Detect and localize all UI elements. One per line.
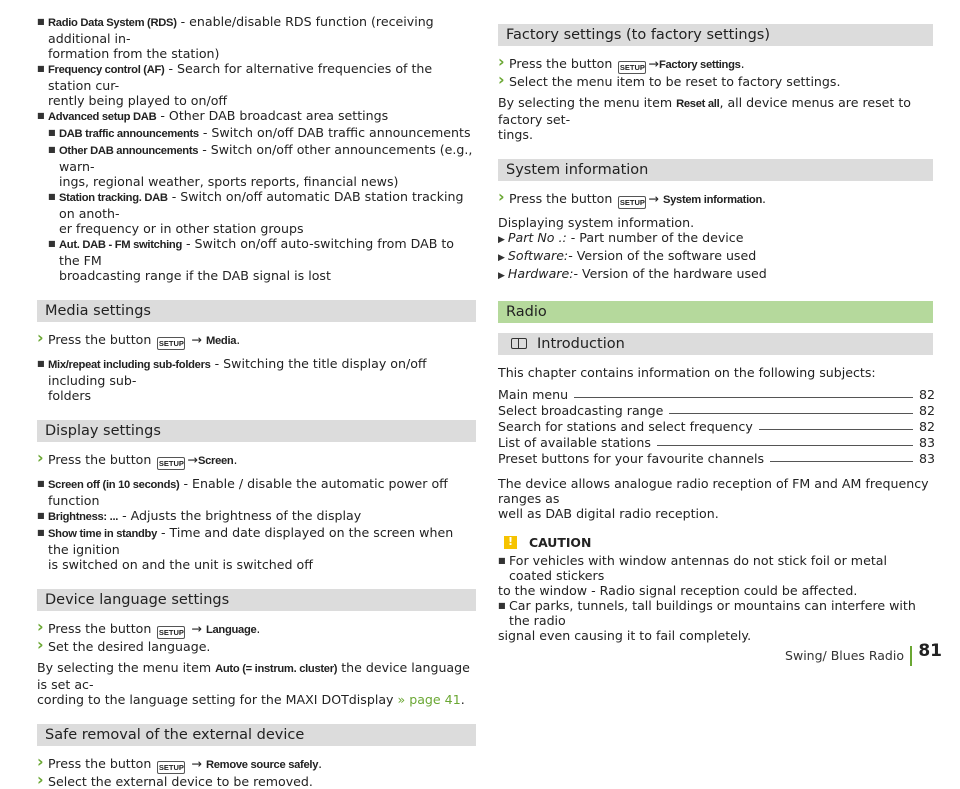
toc-row[interactable] (498, 450, 936, 466)
term-aut-dab: Aut. DAB - FM switching (59, 239, 182, 251)
toc-label: Search for stations and select frequency (498, 419, 753, 434)
bullet-aut-dab (48, 236, 476, 268)
menu-system-information: System information (662, 194, 762, 206)
system-item-label: Software: (507, 248, 569, 263)
heading-safe-removal: Safe removal of the external device (37, 724, 476, 746)
para-language-pre: By selecting the menu item (37, 660, 216, 675)
para-factory-post: , all device menus are reset to factory set- (498, 95, 911, 127)
toc-row[interactable] (498, 402, 936, 418)
bullet-station-tracking (48, 189, 476, 221)
page-footer (785, 641, 942, 666)
heading-introduction (498, 333, 933, 355)
triangle-bullet-icon: ▶ (498, 235, 505, 245)
book-icon (511, 338, 527, 349)
heading-media-settings: Media settings (37, 300, 476, 322)
step-factory-pre: Press the button (509, 56, 613, 71)
term-screen-off: Screen off (in 10 seconds) (48, 479, 180, 491)
system-item-label: Part No .: (507, 230, 567, 245)
arrow-icon: → (648, 56, 659, 71)
para-language2-post: . (460, 692, 465, 707)
caution-item-1-cont: to the window - Radio signal reception could be affected. (498, 583, 858, 598)
toc-row[interactable] (498, 418, 936, 434)
toc-label: Select broadcasting range (498, 403, 664, 418)
term-station-tracking: Station tracking. DAB (59, 192, 168, 204)
step-language: › Press the button SETUP → Language. (37, 621, 476, 639)
step-language-pre: Press the button (48, 621, 152, 636)
system-item-part-no (498, 230, 933, 248)
bullet-standby-text: - Time and date displayed on the screen when the ignition (48, 525, 454, 557)
bullet-af-cont: rently being played to on/off (48, 93, 228, 108)
bullet-dab-other-cont: ings, regional weather, sports reports, financial news) (59, 174, 399, 189)
bullet-screen-off-text: - Enable / disable the automatic power off function (48, 476, 448, 508)
bullet-mix-repeat (37, 356, 476, 388)
toc-leader (574, 397, 913, 398)
bullet-dab-text: - Other DAB broadcast area settings (156, 108, 389, 123)
term-dab-traffic: DAB traffic announcements (59, 128, 199, 140)
para-system: Displaying system information. (498, 215, 695, 230)
left-column (37, 14, 476, 789)
footer-title: Swing/ Blues Radio (785, 648, 904, 663)
term-rds: Radio Data System (RDS) (48, 17, 177, 29)
bullet-brightness-text: - Adjusts the brightness of the display (118, 508, 362, 523)
para-factory (498, 95, 933, 127)
bullet-rds-cont: formation from the station) (48, 46, 220, 61)
toc-leader (657, 445, 913, 446)
arrow-icon: → (648, 191, 659, 206)
triangle-bullet-icon: ▶ (498, 271, 505, 281)
heading-factory-settings: Factory settings (to factory settings) (498, 24, 933, 46)
step-removal: › Press the button SETUP → Remove source safely. (37, 756, 476, 774)
step-display: › Press the button SETUP →Screen. (37, 452, 476, 470)
term-standby: Show time in standby (48, 528, 157, 540)
bullet-aut-dab-cont: broadcasting range if the DAB signal is lost (59, 268, 331, 283)
caution-title (498, 535, 933, 550)
step-system: › Press the button SETUP → System information. (498, 191, 933, 209)
page-41-link[interactable]: » page 41 (397, 692, 461, 707)
bullet-af (37, 61, 476, 93)
triangle-bullet-icon: ▶ (498, 253, 505, 263)
toc-row[interactable] (498, 434, 936, 450)
setup-key-icon: SETUP (158, 763, 184, 772)
toc-leader (669, 413, 913, 414)
step-factory: › Press the button SETUP →Factory settings. (498, 56, 933, 74)
system-item-text: - Part number of the device (566, 230, 744, 245)
setup-key-icon: SETUP (158, 628, 184, 637)
caution-item-2-cont: signal even causing it to fail completely. (498, 628, 752, 643)
toc-page: 82 (919, 387, 936, 402)
menu-remove-source: Remove source safely (205, 759, 319, 771)
bullet-dab-other-text: - Switch on/off other announcements (e.g., warn- (59, 142, 473, 174)
toc-row[interactable] (498, 386, 936, 402)
caution-item-1: ■ For vehicles with window antennas do not stick foil or metal coated stickers (498, 553, 933, 583)
step-removal-pre: Press the button (48, 756, 152, 771)
heading-display-settings: Display settings (37, 420, 476, 442)
bullet-standby (37, 525, 476, 557)
arrow-icon: → (191, 621, 202, 636)
step-display-pre: Press the button (48, 452, 152, 467)
caution-item-2: ■ Car parks, tunnels, tall buildings or mountains can interfere with the radio (498, 598, 933, 628)
right-column (498, 24, 936, 643)
toc-page: 82 (919, 403, 936, 418)
footer-divider (910, 646, 912, 666)
arrow-icon: → (191, 332, 202, 347)
para-language (37, 660, 476, 692)
bullet-station-tracking-cont: er frequency or in other station groups (59, 221, 304, 236)
toc-label: List of available stations (498, 435, 651, 450)
toc-leader (759, 429, 913, 430)
term-af: Frequency control (AF) (48, 64, 165, 76)
bullet-rds-text: - enable/disable RDS function (receiving additional in- (48, 14, 434, 46)
step-removal-2: › Select the external device to be removed. (37, 774, 476, 789)
bullet-dab-traffic (48, 125, 476, 142)
para-language2-pre: cording to the language setting for the MAXI DOTdisplay (37, 692, 398, 707)
setup-key-icon: SETUP (158, 459, 184, 468)
bullet-af-text: - Search for alternative frequencies of the station cur- (48, 61, 433, 93)
term-dab-other: Other DAB announcements (59, 145, 199, 157)
para-factory-pre: By selecting the menu item (498, 95, 677, 110)
bullet-brightness (37, 508, 476, 525)
bullet-dab (37, 108, 476, 125)
term-reset-all: Reset all (676, 98, 720, 110)
bullet-dab-other (48, 142, 476, 174)
toc-list (498, 386, 936, 466)
system-item-label: Hardware: (507, 266, 574, 281)
heading-radio: Radio (498, 301, 933, 323)
step-system-pre: Press the button (509, 191, 613, 206)
menu-screen: Screen (197, 455, 234, 467)
system-item-text: - Version of the software used (568, 248, 757, 263)
para-factory-2: tings. (498, 127, 533, 142)
para-radio-1: The device allows analogue radio reception of FM and AM frequency ranges as (498, 476, 929, 506)
page-number: 81 (918, 641, 942, 661)
caution-label: CAUTION (529, 535, 592, 550)
step-media-pre: Press the button (48, 332, 152, 347)
toc-leader (770, 461, 913, 462)
system-item-software (498, 248, 933, 266)
step-factory-2: › Select the menu item to be reset to factory settings. (498, 74, 933, 89)
bullet-screen-off (37, 476, 476, 508)
bullet-aut-dab-text: - Switch on/off auto-switching from DAB to the FM (59, 236, 454, 268)
para-radio-1b: well as DAB digital radio reception. (498, 506, 719, 521)
bullet-station-tracking-text: - Switch on/off automatic DAB station tracking on anoth- (59, 189, 464, 221)
toc-page: 83 (919, 451, 936, 466)
setup-key-icon: SETUP (619, 63, 645, 72)
menu-language: Language (205, 624, 257, 636)
menu-media: Media (205, 335, 237, 347)
bullet-mix-repeat-text: - Switching the title display on/off including sub- (48, 356, 427, 388)
heading-system-information: System information (498, 159, 933, 181)
toc-page: 82 (919, 419, 936, 434)
setup-key-icon: SETUP (619, 198, 645, 207)
setup-key-icon: SETUP (158, 339, 184, 348)
toc-label: Main menu (498, 387, 569, 402)
para-language-2 (37, 692, 476, 707)
bullet-rds (37, 14, 476, 46)
toc-page: 83 (919, 435, 936, 450)
step-media: › Press the button SETUP → Media. (37, 332, 476, 350)
introduction-label: Introduction (537, 336, 625, 352)
term-dab: Advanced setup DAB (48, 111, 157, 123)
term-auto-cluster: Auto (= instrum. cluster) (215, 663, 338, 675)
toc-label: Preset buttons for your favourite channels (498, 451, 765, 466)
bullet-standby-cont: is switched on and the unit is switched off (48, 557, 313, 572)
intro-text: This chapter contains information on the following subjects: (498, 365, 876, 380)
system-item-hardware (498, 266, 933, 284)
warning-icon (504, 536, 517, 549)
term-brightness: Brightness: ... (48, 511, 119, 523)
system-item-text: - Version of the hardware used (573, 266, 767, 281)
bullet-mix-repeat-cont: folders (48, 388, 92, 403)
para-language-post: the device language is set ac- (37, 660, 470, 692)
arrow-icon: → (187, 452, 198, 467)
bullet-dab-traffic-text: - Switch on/off DAB traffic announcements (198, 125, 471, 140)
menu-factory-settings: Factory settings (658, 59, 741, 71)
step-language-2: › Set the desired language. (37, 639, 476, 654)
arrow-icon: → (191, 756, 202, 771)
term-mix-repeat: Mix/repeat including sub-folders (48, 359, 211, 371)
heading-language-settings: Device language settings (37, 589, 476, 611)
